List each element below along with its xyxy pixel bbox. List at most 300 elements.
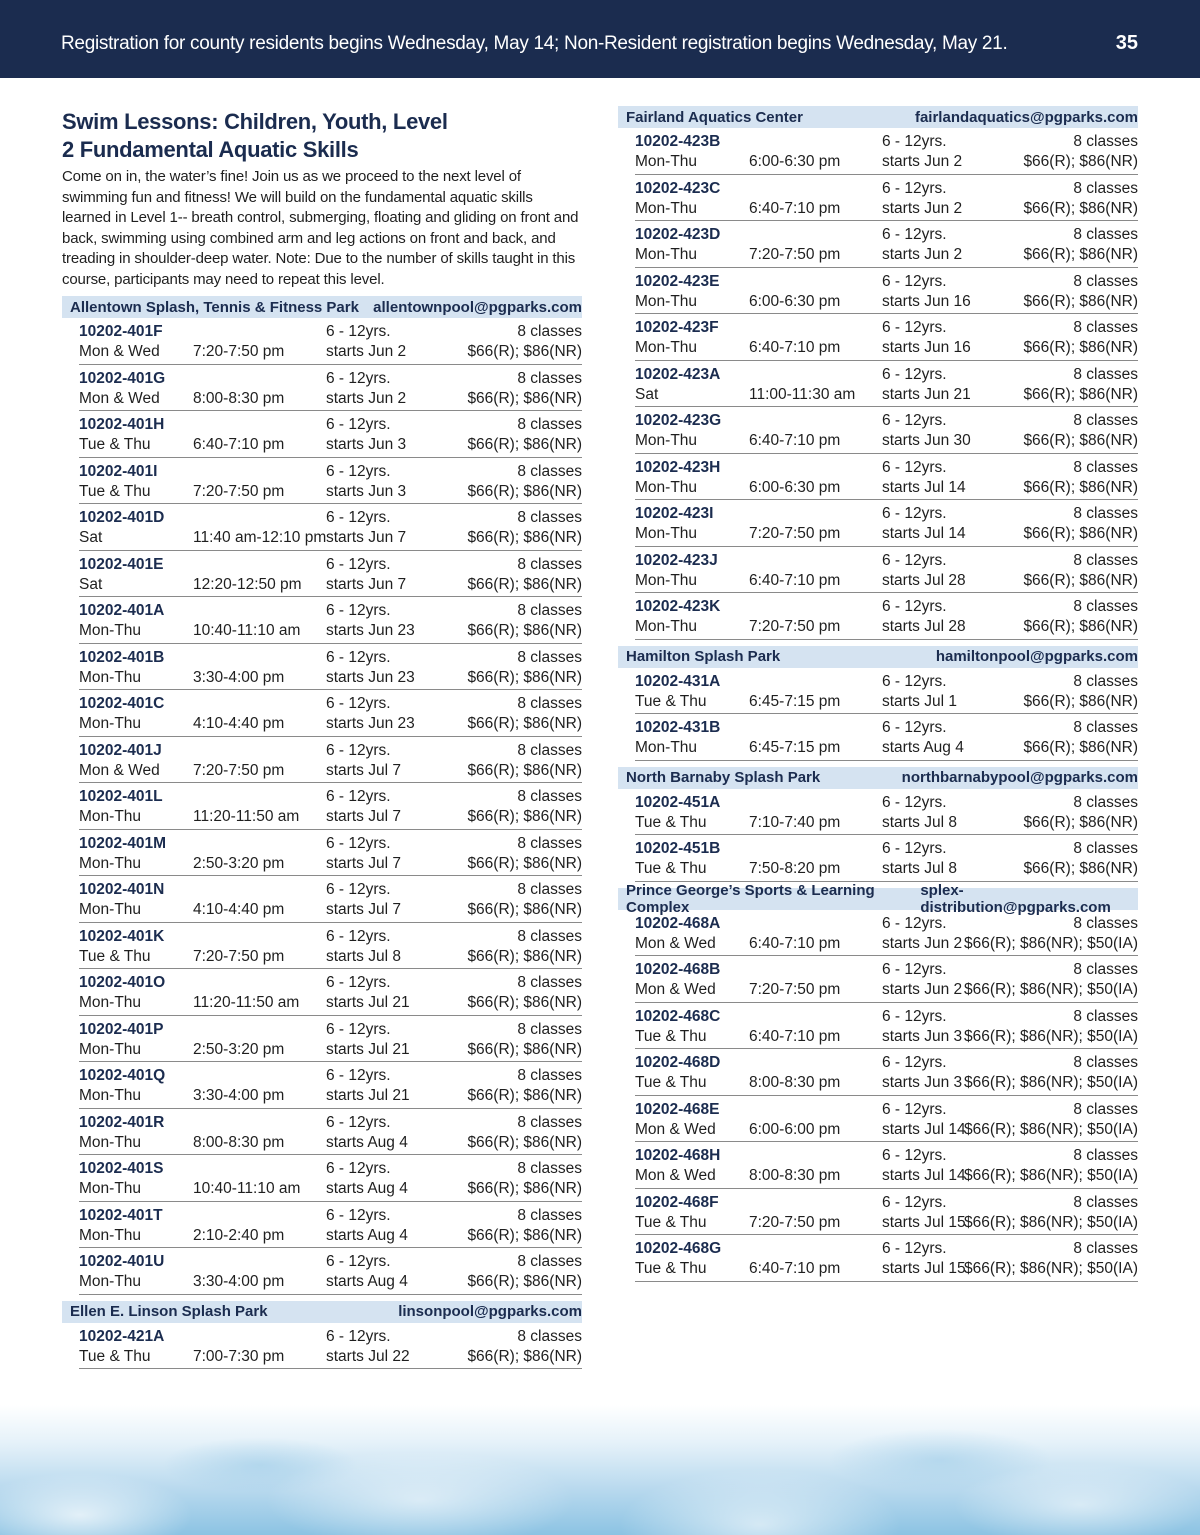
course-code: 10202-401M — [79, 834, 167, 852]
class-row — [635, 956, 1138, 1003]
class-fee: $66(R); $86(NR) — [1023, 246, 1138, 263]
class-row — [635, 128, 1138, 175]
facility-name: North Barnaby Splash Park — [626, 769, 821, 786]
class-row — [79, 783, 582, 830]
class-days: Tue & Thu — [635, 1213, 707, 1231]
class-count: 8 classes — [1073, 1100, 1138, 1118]
facility-name: Hamilton Splash Park — [626, 648, 781, 665]
class-row — [79, 1109, 582, 1156]
start-date: starts Jun 2 — [326, 389, 407, 407]
age-range: 6 - 12yrs. — [326, 1206, 391, 1224]
course-code: 10202-401F — [79, 323, 163, 340]
course-code: 10202-401A — [79, 602, 165, 619]
course-code: 10202-423B — [635, 133, 721, 150]
class-count: 8 classes — [517, 1067, 582, 1084]
class-fee: $66(R); $86(NR) — [1023, 813, 1138, 831]
age-range: 6 - 12yrs. — [326, 369, 391, 387]
class-row — [79, 1248, 582, 1295]
start-date: starts Aug 4 — [326, 1180, 408, 1197]
age-range: 6 - 12yrs. — [882, 1240, 947, 1257]
age-range: 6 - 12yrs. — [882, 505, 947, 522]
class-count: 8 classes — [517, 1020, 582, 1038]
class-time: 2:50-3:20 pm — [193, 1040, 285, 1058]
class-count: 8 classes — [517, 602, 582, 619]
class-fee: $66(R); $86(NR) — [467, 389, 582, 407]
class-row — [635, 1189, 1138, 1236]
class-row — [635, 314, 1138, 361]
age-range: 6 - 12yrs. — [326, 323, 391, 340]
start-date: starts Jul 21 — [326, 994, 410, 1011]
class-row — [79, 690, 582, 737]
class-row — [79, 1016, 582, 1063]
class-fee: $66(R); $86(NR); $50(IA) — [963, 1260, 1138, 1277]
course-code: 10202-423C — [635, 179, 721, 197]
age-range: 6 - 12yrs. — [882, 840, 947, 857]
class-count: 8 classes — [517, 555, 582, 573]
start-date: starts Jun 16 — [882, 339, 971, 356]
age-range: 6 - 12yrs. — [326, 509, 391, 526]
start-date: starts Jul 21 — [326, 1087, 410, 1104]
section-title-line2: 2 Fundamental Aquatic Skills — [62, 137, 359, 162]
start-date: starts Jun 2 — [882, 153, 963, 170]
course-code: 10202-423K — [635, 598, 721, 615]
class-days: Mon-Thu — [635, 153, 698, 170]
age-range: 6 - 12yrs. — [882, 1147, 947, 1164]
class-fee: $66(R); $86(NR) — [467, 994, 582, 1011]
class-count: 8 classes — [517, 1113, 582, 1131]
course-code: 10202-423A — [635, 365, 721, 383]
class-days: Mon-Thu — [79, 854, 142, 872]
facility-header — [618, 881, 1138, 916]
class-time: 3:30-4:00 pm — [193, 668, 285, 686]
class-fee: $66(R); $86(NR) — [467, 1133, 582, 1151]
class-count: 8 classes — [1073, 272, 1138, 290]
age-range: 6 - 12yrs. — [882, 226, 947, 243]
class-fee: $66(R); $86(NR); $50(IA) — [963, 981, 1138, 998]
age-range: 6 - 12yrs. — [882, 458, 947, 476]
class-days: Mon-Thu — [635, 739, 698, 756]
class-row — [635, 714, 1138, 761]
class-count: 8 classes — [517, 648, 582, 666]
age-range: 6 - 12yrs. — [882, 365, 947, 383]
course-code: 10202-401G — [79, 369, 166, 387]
class-count: 8 classes — [1073, 365, 1138, 383]
course-code: 10202-401E — [79, 555, 164, 573]
class-time: 12:20-12:50 pm — [193, 575, 302, 593]
class-time: 8:00-8:30 pm — [749, 1074, 841, 1091]
start-date: starts Jun 7 — [326, 575, 407, 593]
facility-header — [62, 1301, 582, 1323]
start-date: starts Aug 4 — [882, 739, 964, 756]
class-time: 7:00-7:30 pm — [193, 1347, 285, 1365]
facility-email: fairlandaquatics@pgparks.com — [914, 108, 1138, 126]
age-range: 6 - 12yrs. — [882, 598, 947, 615]
age-range: 6 - 12yrs. — [326, 1113, 391, 1131]
class-days: Mon-Thu — [635, 199, 698, 217]
start-date: starts Jun 2 — [326, 343, 407, 360]
class-days: Mon-Thu — [635, 432, 698, 449]
age-range: 6 - 12yrs. — [326, 1020, 391, 1038]
class-time: 2:10-2:40 pm — [193, 1226, 285, 1244]
age-range: 6 - 12yrs. — [326, 648, 391, 666]
facility-name: Fairland Aquatics Center — [626, 108, 803, 126]
class-list — [79, 1323, 582, 1370]
class-count: 8 classes — [517, 1327, 582, 1345]
class-count: 8 classes — [1073, 672, 1138, 690]
start-date: starts Jul 8 — [882, 860, 957, 877]
class-days: Mon & Wed — [635, 934, 716, 952]
class-fee: $66(R); $86(NR) — [1023, 692, 1138, 710]
course-code: 10202-401R — [79, 1113, 165, 1131]
start-date: starts Aug 4 — [326, 1133, 408, 1151]
start-date: starts Jul 7 — [326, 901, 401, 918]
course-code: 10202-468D — [635, 1054, 721, 1071]
page-number: 35 — [1115, 32, 1138, 54]
course-code: 10202-431B — [635, 719, 721, 736]
start-date: starts Jun 3 — [882, 1027, 963, 1045]
course-code: 10202-423G — [635, 412, 722, 429]
start-date: starts Jul 28 — [882, 571, 966, 589]
start-date: starts Jul 7 — [326, 854, 401, 872]
course-code: 10202-401K — [79, 927, 165, 945]
course-code: 10202-468H — [635, 1147, 721, 1164]
facility-email: hamiltonpool@pgparks.com — [935, 648, 1138, 665]
class-fee: $66(R); $86(NR) — [1023, 199, 1138, 217]
course-code: 10202-401J — [79, 741, 162, 759]
class-days: Mon & Wed — [79, 343, 160, 360]
class-time: 11:40 am-12:10 pm — [193, 529, 327, 546]
class-days: Tue & Thu — [635, 1074, 707, 1091]
class-row — [635, 547, 1138, 594]
class-fee: $66(R); $86(NR); $50(IA) — [963, 934, 1138, 952]
class-days: Tue & Thu — [79, 482, 151, 500]
class-fee: $66(R); $86(NR) — [467, 715, 582, 732]
class-days: Mon-Thu — [79, 1087, 142, 1104]
class-days: Sat — [79, 529, 103, 546]
start-date: starts Jun 3 — [326, 436, 407, 453]
class-count: 8 classes — [1073, 598, 1138, 615]
class-time: 7:50-8:20 pm — [749, 860, 841, 877]
class-count: 8 classes — [517, 462, 582, 480]
course-code: 10202-468A — [635, 914, 721, 932]
class-fee: $66(R); $86(NR) — [467, 1273, 582, 1290]
class-count: 8 classes — [517, 927, 582, 945]
class-days: Mon-Thu — [635, 618, 698, 635]
class-row — [635, 668, 1138, 715]
age-range: 6 - 12yrs. — [882, 133, 947, 150]
class-count: 8 classes — [517, 695, 582, 712]
facility-header — [618, 767, 1138, 789]
class-fee: $66(R); $86(NR) — [467, 575, 582, 593]
age-range: 6 - 12yrs. — [326, 416, 391, 433]
class-list — [79, 318, 582, 1295]
class-time: 6:40-7:10 pm — [749, 432, 841, 449]
class-row — [635, 835, 1138, 882]
class-time: 7:20-7:50 pm — [193, 343, 285, 360]
class-fee: $66(R); $86(NR) — [1023, 385, 1138, 403]
course-code: 10202-401N — [79, 881, 165, 898]
class-count: 8 classes — [517, 416, 582, 433]
start-date: starts Jul 14 — [882, 1167, 966, 1184]
class-time: 6:40-7:10 pm — [749, 199, 841, 217]
header-bar — [0, 0, 1200, 78]
class-fee: $66(R); $86(NR) — [467, 1040, 582, 1058]
course-code: 10202-431A — [635, 672, 721, 690]
course-code: 10202-401T — [79, 1206, 163, 1224]
class-fee: $66(R); $86(NR); $50(IA) — [963, 1074, 1138, 1091]
facility-email: linsonpool@pgparks.com — [398, 1303, 582, 1320]
class-row — [635, 268, 1138, 315]
class-row — [635, 454, 1138, 501]
class-count: 8 classes — [1073, 793, 1138, 811]
class-time: 8:00-8:30 pm — [193, 389, 285, 407]
class-row — [635, 1049, 1138, 1096]
class-time: 6:40-7:10 pm — [193, 436, 285, 453]
class-count: 8 classes — [1073, 226, 1138, 243]
class-row — [79, 551, 582, 598]
start-date: starts Jul 8 — [882, 813, 957, 831]
class-days: Mon-Thu — [635, 525, 698, 542]
class-days: Mon & Wed — [79, 761, 160, 779]
course-code: 10202-401L — [79, 788, 163, 805]
course-code: 10202-401H — [79, 416, 165, 433]
class-days: Mon-Thu — [79, 808, 142, 825]
class-days: Sat — [79, 575, 103, 593]
class-time: 7:20-7:50 pm — [749, 246, 841, 263]
class-fee: $66(R); $86(NR) — [467, 947, 582, 965]
class-count: 8 classes — [517, 974, 582, 991]
class-days: Mon-Thu — [635, 571, 698, 589]
facility-email: allentownpool@pgparks.com — [373, 298, 582, 316]
class-time: 6:00-6:30 pm — [749, 153, 841, 170]
class-count: 8 classes — [517, 741, 582, 759]
class-days: Tue & Thu — [635, 1260, 707, 1277]
start-date: starts Jun 23 — [326, 622, 415, 639]
class-count: 8 classes — [1073, 914, 1138, 932]
course-code: 10202-451B — [635, 840, 721, 857]
class-row — [635, 789, 1138, 836]
class-time: 8:00-8:30 pm — [749, 1167, 841, 1184]
class-row — [635, 1096, 1138, 1143]
age-range: 6 - 12yrs. — [326, 695, 391, 712]
class-time: 7:20-7:50 pm — [749, 618, 841, 635]
course-code: 10202-401D — [79, 509, 165, 526]
class-row — [79, 597, 582, 644]
right-column — [618, 106, 1138, 1282]
start-date: starts Jun 2 — [882, 981, 963, 998]
class-fee: $66(R); $86(NR) — [467, 482, 582, 500]
class-days: Tue & Thu — [635, 813, 707, 831]
class-time: 3:30-4:00 pm — [193, 1087, 285, 1104]
class-row — [635, 910, 1138, 957]
class-time: 4:10-4:40 pm — [193, 715, 285, 732]
class-count: 8 classes — [1073, 1147, 1138, 1164]
class-row — [79, 644, 582, 691]
class-fee: $66(R); $86(NR) — [467, 668, 582, 686]
class-count: 8 classes — [1073, 1240, 1138, 1257]
class-row — [79, 411, 582, 458]
age-range: 6 - 12yrs. — [326, 462, 391, 480]
start-date: starts Jul 8 — [326, 947, 401, 965]
class-row — [79, 365, 582, 412]
class-fee: $66(R); $86(NR) — [467, 808, 582, 825]
section-description: Come on in, the water’s fine! Join us as we proceed to the next level of swimming fun and fitness! We will build on the fundamental aquatic skills learned in Level 1-- breath control, submerging, floating and gliding on front and back, swimming using combined arm and leg actions on front and back, and treading in shoulder-deep water. Note: Due to the number of skills taught in this course, participants may need to repeat this level. — [62, 168, 579, 288]
age-range: 6 - 12yrs. — [326, 1067, 391, 1084]
class-time: 6:40-7:10 pm — [749, 934, 841, 952]
class-days: Mon-Thu — [79, 1180, 142, 1197]
age-range: 6 - 12yrs. — [882, 272, 947, 290]
start-date: starts Jul 15 — [882, 1260, 966, 1277]
class-days: Mon & Wed — [635, 1167, 716, 1184]
course-code: 10202-423F — [635, 319, 719, 336]
class-days: Mon-Thu — [635, 339, 698, 356]
class-time: 7:10-7:40 pm — [749, 813, 841, 831]
facility-email: splex-distribution@pgparks.com — [920, 881, 1111, 916]
class-list — [635, 789, 1138, 882]
class-count: 8 classes — [517, 1206, 582, 1224]
course-code: 10202-401O — [79, 974, 166, 991]
course-code: 10202-421A — [79, 1327, 165, 1345]
class-time: 11:20-11:50 am — [193, 808, 300, 825]
class-count: 8 classes — [1073, 1193, 1138, 1211]
class-count: 8 classes — [517, 1253, 582, 1270]
class-fee: $66(R); $86(NR) — [467, 622, 582, 639]
class-time: 7:20-7:50 pm — [193, 761, 285, 779]
start-date: starts Aug 4 — [326, 1226, 408, 1244]
course-code: 10202-401U — [79, 1253, 165, 1270]
class-fee: $66(R); $86(NR); $50(IA) — [963, 1213, 1138, 1231]
class-days: Tue & Thu — [79, 947, 151, 965]
age-range: 6 - 12yrs. — [882, 319, 947, 336]
class-row — [79, 1323, 582, 1370]
class-count: 8 classes — [517, 509, 582, 526]
class-count: 8 classes — [1073, 505, 1138, 522]
start-date: starts Jun 3 — [326, 482, 407, 500]
age-range: 6 - 12yrs. — [882, 179, 947, 197]
class-fee: $66(R); $86(NR); $50(IA) — [963, 1027, 1138, 1045]
start-date: starts Jul 1 — [882, 692, 957, 710]
start-date: starts Jul 21 — [326, 1040, 410, 1058]
class-days: Mon-Thu — [79, 1273, 142, 1290]
course-code: 10202-401Q — [79, 1067, 166, 1084]
age-range: 6 - 12yrs. — [882, 1100, 947, 1118]
class-time: 7:20-7:50 pm — [749, 981, 841, 998]
class-count: 8 classes — [1073, 719, 1138, 736]
water-decoration — [0, 1405, 1200, 1535]
section-title — [62, 108, 582, 164]
class-count: 8 classes — [1073, 1007, 1138, 1025]
class-days: Mon-Thu — [79, 994, 142, 1011]
class-row — [635, 221, 1138, 268]
class-days: Mon-Thu — [79, 1040, 142, 1058]
class-list — [635, 128, 1138, 640]
class-row — [635, 1003, 1138, 1050]
age-range: 6 - 12yrs. — [326, 881, 391, 898]
start-date: starts Jun 23 — [326, 715, 415, 732]
class-days: Tue & Thu — [635, 860, 707, 877]
class-days: Mon & Wed — [635, 981, 716, 998]
class-time: 11:20-11:50 am — [193, 994, 300, 1011]
age-range: 6 - 12yrs. — [326, 1160, 391, 1177]
age-range: 6 - 12yrs. — [326, 834, 391, 852]
class-fee: $66(R); $86(NR) — [467, 436, 582, 453]
course-code: 10202-401P — [79, 1020, 164, 1038]
class-days: Mon & Wed — [635, 1120, 716, 1138]
class-row — [79, 969, 582, 1016]
course-code: 10202-468F — [635, 1193, 719, 1211]
facility-name: Ellen E. Linson Splash Park — [70, 1303, 268, 1320]
course-code: 10202-423H — [635, 458, 721, 476]
left-facility-list — [62, 296, 582, 1369]
class-count: 8 classes — [1073, 179, 1138, 197]
age-range: 6 - 12yrs. — [326, 788, 391, 805]
class-days: Tue & Thu — [635, 1027, 707, 1045]
class-fee: $66(R); $86(NR); $50(IA) — [963, 1167, 1138, 1184]
left-column — [62, 108, 582, 1369]
start-date: starts Jul 7 — [326, 761, 401, 779]
facility-header — [618, 106, 1138, 128]
class-row — [79, 1062, 582, 1109]
course-code: 10202-468E — [635, 1100, 720, 1118]
class-time: 2:50-3:20 pm — [193, 854, 285, 872]
class-days: Mon-Thu — [635, 292, 698, 310]
class-row — [79, 737, 582, 784]
class-fee: $66(R); $86(NR) — [1023, 618, 1138, 635]
class-fee: $66(R); $86(NR) — [1023, 339, 1138, 356]
start-date: starts Jun 23 — [326, 668, 415, 686]
course-code: 10202-468B — [635, 961, 721, 978]
facility-name: Prince George’s Sports & Learning Complex — [626, 881, 875, 916]
class-list — [635, 910, 1138, 1282]
course-code: 10202-401I — [79, 462, 158, 480]
class-count: 8 classes — [517, 1160, 582, 1177]
facility-name: Allentown Splash, Tennis & Fitness Park — [70, 298, 359, 316]
class-fee: $66(R); $86(NR); $50(IA) — [963, 1120, 1138, 1138]
class-row — [79, 458, 582, 505]
class-time: 4:10-4:40 pm — [193, 901, 285, 918]
class-row — [635, 1235, 1138, 1282]
course-code: 10202-423E — [635, 272, 720, 290]
class-days: Mon-Thu — [79, 622, 142, 639]
start-date: starts Jun 21 — [882, 385, 971, 403]
class-days: Tue & Thu — [79, 1347, 151, 1365]
class-fee: $66(R); $86(NR) — [467, 1226, 582, 1244]
class-days: Mon-Thu — [79, 668, 142, 686]
start-date: starts Jun 2 — [882, 246, 963, 263]
age-range: 6 - 12yrs. — [326, 602, 391, 619]
course-code: 10202-468C — [635, 1007, 721, 1025]
class-fee: $66(R); $86(NR) — [467, 1347, 582, 1365]
age-range: 6 - 12yrs. — [882, 1193, 947, 1211]
class-time: 6:00-6:30 pm — [749, 292, 841, 310]
class-list — [635, 668, 1138, 761]
right-facility-list — [618, 106, 1138, 1282]
class-fee: $66(R); $86(NR) — [467, 1087, 582, 1104]
age-range: 6 - 12yrs. — [882, 914, 947, 932]
class-row — [635, 593, 1138, 640]
course-code: 10202-423J — [635, 551, 718, 569]
age-range: 6 - 12yrs. — [882, 412, 947, 429]
class-count: 8 classes — [1073, 961, 1138, 978]
start-date: starts Jul 14 — [882, 525, 966, 542]
age-range: 6 - 12yrs. — [326, 974, 391, 991]
class-fee: $66(R); $86(NR) — [1023, 478, 1138, 496]
start-date: starts Jul 7 — [326, 808, 401, 825]
start-date: starts Jun 2 — [882, 934, 963, 952]
class-row — [79, 1155, 582, 1202]
class-time: 6:40-7:10 pm — [749, 571, 841, 589]
class-time: 3:30-4:00 pm — [193, 1273, 285, 1290]
